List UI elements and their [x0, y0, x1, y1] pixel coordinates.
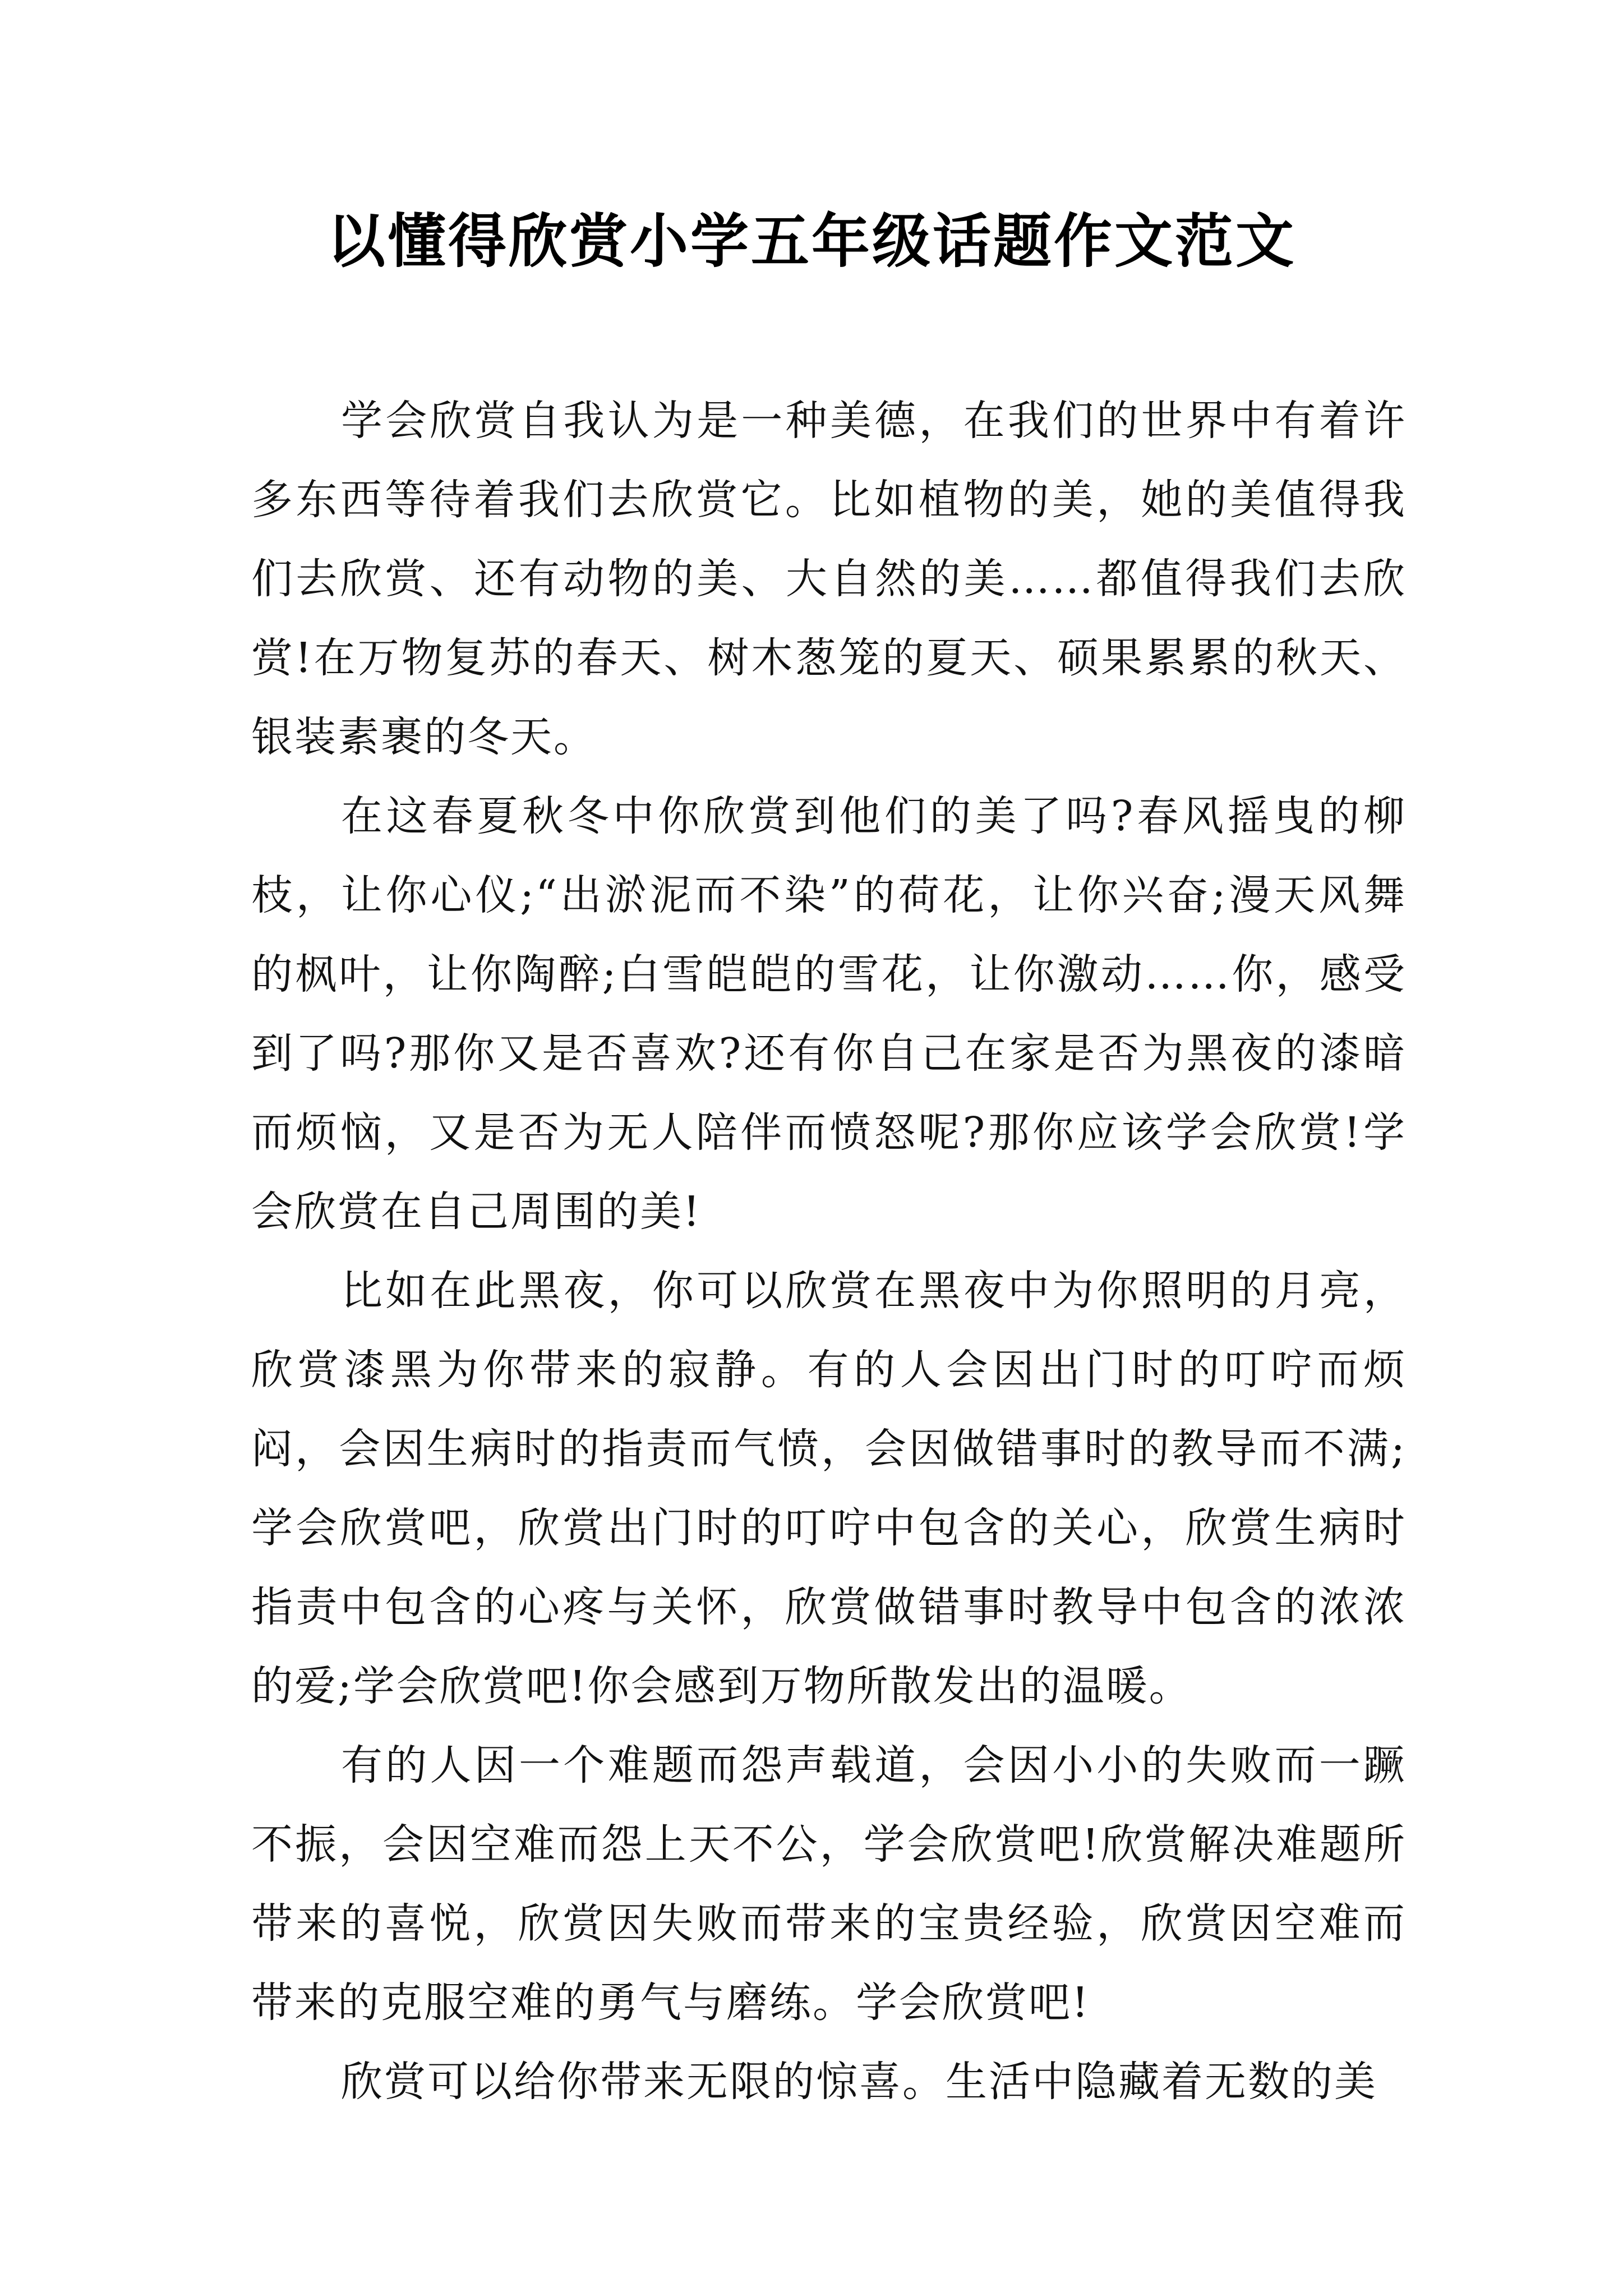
paragraph-4: 有的人因一个难题而怨声载道，会因小小的失败而一蹶不振，会因空难而怨上天不公，学会欣赏吧!欣赏解决难题所带来的喜悦，欣赏因失败而带来的宝贵经验，欣赏因空难而带来的克服空难的勇气与磨练。学会欣赏吧!	[251, 1741, 1407, 2027]
paragraph-1: 学会欣赏自我认为是一种美德，在我们的世界中有着许多东西等待着我们去欣赏它。比如植物的美，她的美值得我们去欣赏、还有动物的美、大自然的美……都值得我们去欣赏!在万物复苏的春天、树木葱笼的夏天、硕果累累的秋天、银装素裹的冬天。	[251, 397, 1407, 761]
document-body	[251, 381, 1407, 2122]
document-title: 以懂得欣赏小学五年级话题作文范文	[326, 207, 1296, 275]
paragraph-3: 比如在此黑夜，你可以欣赏在黑夜中为你照明的月亮，欣赏漆黑为你带来的寂静。有的人会因出门时的叮咛而烦闷，会因生病时的指责而气愤，会因做错事时的教导而不满;学会欣赏吧，欣赏出门时的叮咛中包含的关心，欣赏生病时指责中包含的心疼与关怀，欣赏做错事时教导中包含的浓浓的爱;学会欣赏吧!你会感到万物所散发出的温暖。	[251, 1267, 1407, 1710]
paragraph-5: 欣赏可以给你带来无限的惊喜。生活中隐藏着无数的美	[341, 2058, 1377, 2106]
paragraph-2: 在这春夏秋冬中你欣赏到他们的美了吗?春风摇曳的柳枝，让你心仪;“出淤泥而不染”的荷花，让你兴奋;漫天风舞的枫叶，让你陶醉;白雪皑皑的雪花，让你激动……你，感受到了吗?那你又是否喜欢?还有你自己在家是否为黑夜的漆暗而烦恼，又是否为无人陪伴而愤怒呢?那你应该学会欣赏!学会欣赏在自己周围的美!	[251, 792, 1407, 1236]
